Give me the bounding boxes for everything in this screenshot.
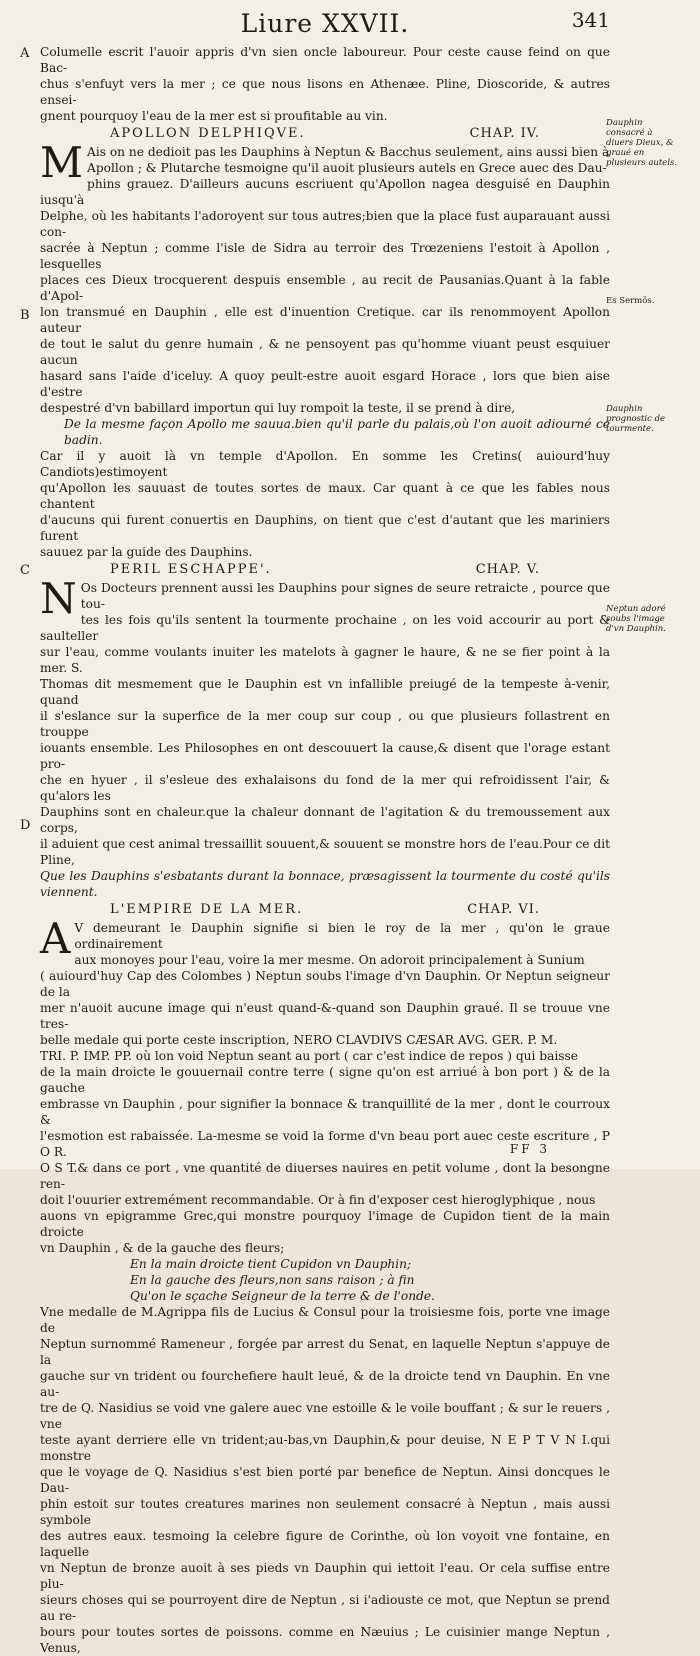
signature-mark: FF 3 [509,1142,550,1156]
text-line: vn Neptun de bronze auoit à ses pieds vn Dauphin qui iettoit l'eau. Or cela suffise entre plu- [40,1561,610,1591]
quoted-verse: De la mesme façon Apollo me sauua.bien qu'il parle du palais,où l'on auoit adiourné ce badin. [64,417,610,447]
text-line: doit l'ouurier extremément recommandable. Or à fin d'exposer cest hieroglyphique , nous [40,1193,596,1207]
margin-note-sermons: Es Sermōs. [606,296,655,306]
side-letter-b: B [20,308,30,323]
text-line: de la main droicte le gouuernail contre terre ( signe qu'on est arriué à bon port ) & de la gauche [40,1065,610,1095]
text-line: belle medale qui porte ceste inscription, NERO CLAVDIVS CÆSAR AVG. GER. P. M. [40,1033,558,1047]
text-line: hasard sans l'aide d'iceluy. A quoy peult-estre auoit esgard Horace , lors que bien aise d'estre [40,369,610,399]
chapter-4 [40,125,610,560]
text-line: Apollon ; & Plutarche tesmoigne qu'il auoit plusieurs autels en Grece auec des Dau- [87,161,607,175]
side-letter-d: D [20,818,31,833]
quoted-sentence: Que les Dauphins s'esbatants durant la bonnace, præsagissent la tourmente du costé qu'ils viennent. [40,869,610,899]
text-line: sauuez par la guide des Dauphins. [40,545,253,559]
text-line: Os Docteurs prennent aussi les Dauphins pour signes de seure retraicte , pource que tou- [80,581,610,611]
text-line: Vne medalle de M.Agrippa fils de Lucius & Consul pour la troisiesme fois, porte vne image de [40,1305,610,1335]
margin-note-neptune: Neptun adoré soubs l'image d'vn Dauphin. [606,604,666,634]
text-line: Neptun surnommé Rameneur , forgée par arrest du Senat, en laquelle Neptun s'appuye de la [40,1337,610,1367]
chapter-number: CHAP. V. [475,562,540,577]
chapter-heading [40,901,610,919]
text-line: gauche sur vn trident ou fourchefiere hault leué, & de la droicte tend vn Dauphin. En vne au- [40,1369,610,1399]
side-letter-c: C [20,563,30,578]
text-line: tre de Q. Nasidius se void vne galere auec vne estoille & le voile bouffant ; & sur le reuers , vne [40,1401,610,1431]
chapter-6 [40,901,610,1656]
text-line: sur l'eau, comme voulants inuiter les matelots à gagner le haure, & ne se fier point à la mer. S. [40,645,610,675]
margin-note-storm-omen: Dauphin prognostic de tourmente. [606,404,666,434]
drop-cap: A [40,914,71,963]
verse-line: En la main droicte tient Cupidon vn Dauphin; [130,1257,412,1271]
text-line: que le voyage de Q. Nasidius s'est bien porté par benefice de Neptun. Ainsi doncques le Dau- [40,1465,610,1495]
text-line: d'aucuns qui furent conuertis en Dauphins, on tient que c'est d'autant que les mariniers furent [40,513,610,543]
intro-paragraph [40,44,610,124]
chapter-number: CHAP. IV. [469,126,540,141]
text-line: embrasse vn Dauphin , pour signifier la bonnace & tranquillité de la mer , dont le courroux & [40,1097,610,1127]
text-line: bours pour toutes sortes de poissons. comme en Næuius ; Le cuisinier mange Neptun , Venus, [40,1625,610,1655]
text-line: sacrée à Neptun ; comme l'isle de Sidra au terroir des Trœzeniens l'estoit à Apollon , lesquelles [40,241,610,271]
text-line: phins grauez. D'ailleurs aucuns escriuent qu'Apollon nagea desguisé en Dauphin iusqu'à [40,177,610,207]
text-line: iouants ensemble. Les Philosophes en ont descouuert la cause,& disent que l'orage estant pro- [40,741,610,771]
text-line: Columelle escrit l'auoir appris d'vn sien oncle laboureur. Pour ceste cause feind on que Bac- [40,45,610,75]
text-line: il aduient que cest animal tressaillit souuent,& souuent se monstre hors de l'eau.Pour ce dit Pline, [40,837,610,867]
verse-line: Qu'on le sçache Seigneur de la terre & de l'onde. [130,1289,435,1303]
text-line: il s'eslance sur la superfice de la mer coup sur coup , ou que plusieurs follastrent en trouppe [40,709,610,739]
text-line: Thomas dit mesmement que le Dauphin est vn infallible preiugé de la tempeste à-venir, quand [40,677,610,707]
side-letter-a: A [20,46,30,61]
text-line: despestré d'vn babillard importun qui luy rompoit la teste, il se prend à dire, [40,401,516,415]
text-line: l'esmotion est rabaissée. La-mesme se void la forme d'vn beau port auec ceste escriture , P O R. [40,1129,610,1159]
text-line: aux monoyes pour l'eau, voire la mer mesme. On adoroit principalement à Sunium [74,953,585,967]
text-line: chus s'enfuyt vers la mer ; ce que nous lisons en Athenæe. Pline, Dioscoride, & autres ensei- [40,77,610,107]
text-line: mer n'auoit aucune image qui n'eust quand-&-quand son Dauphin graué. Il se trouue vne tres- [40,1001,610,1031]
chapter-heading [40,125,610,143]
text-line: tes les fois qu'ils sentent la tourmente prochaine , on les void accourir au port & saulteller [40,613,610,643]
text-line: vn Dauphin , & de la gauche des fleurs; [40,1241,285,1255]
text-line: places ces Dieux trocquerent despuis ensemble , au recit de Pausanias.Quant à la fable d'Apol- [40,273,610,303]
page-header [40,4,610,44]
drop-cap: M [40,138,84,187]
text-line: lon transmué en Dauphin , elle est d'inuention Cretique. car ils renommoyent Apollon auteur [40,305,610,335]
chapter-5 [40,561,610,900]
margin-note-dolphin-gods: Dauphin consacré à diuers Dieux, & graué en plusieurs autels. [606,118,678,168]
text-line: auons vn epigramme Grec,qui monstre pourquoy l'image de Cupidon tient de la main droicte [40,1209,610,1239]
text-line: Ais on ne dedioit pas les Dauphins à Neptun & Bacchus seulement, ains aussi bien à [87,145,610,159]
text-line: de tout le salut du genre humain , & ne pensoyent pas qu'homme viuant peust esquiuer aucun [40,337,610,367]
verse-line: En la gauche des fleurs,non sans raison ; à fin [130,1273,415,1287]
text-line: phin estoit sur toutes creatures marines non seulement consacré à Neptun , mais aussi symbole [40,1497,610,1527]
text-line: teste ayant derriere elle vn trident;au-bas,vn Dauphin,& pour deuise, N E P T V N I.qui monstre [40,1433,610,1463]
chapter-heading [40,561,610,579]
page-number: 341 [571,8,610,32]
text-line: che en hyuer , il s'esleue des exhalaisons du fond de la mer qui refroidissent l'air, & qu'alors les [40,773,610,803]
text-line: des autres eaux. tesmoing la celebre figure de Corinthe, où lon voyoit vne fontaine, en laquelle [40,1529,610,1559]
text-line: V demeurant le Dauphin signifie si bien le roy de la mer , qu'on le graue ordinairement [74,921,610,951]
text-line: Delphe, où les habitants l'adoroyent sur tous autres;bien que la place fust auparauant aussi con- [40,209,610,239]
running-title: Liure XXVII. [240,9,410,38]
text-line: Car il y auoit là vn temple d'Apollon. En somme les Cretins( auiourd'huy Candiots)estimoyent [40,449,610,479]
text-line: gnent pourquoy l'eau de la mer est si proufitable au vin. [40,109,388,123]
chapter-number: CHAP. VI. [467,902,540,917]
chapter-title: PERIL ESCHAPPE'. [110,562,272,577]
chapter-title: L'EMPIRE DE LA MER. [110,902,304,917]
text-line: O S T.& dans ce port , vne quantité de diuerses nauires en petit volume , dont la besongne ren- [40,1161,610,1191]
text-line: ( auiourd'huy Cap des Colombes ) Neptun soubs l'image d'vn Dauphin. Or Neptun seigneur de la [40,969,610,999]
text-line: Dauphins sont en chaleur.que la chaleur donnant de l'agitation & du tremoussement aux corps, [40,805,610,835]
chapter-title: APOLLON DELPHIQVE. [110,126,306,141]
text-line: sieurs choses qui se pourroyent dire de Neptun , si i'adiouste ce mot, que Neptun se prend au re- [40,1593,610,1623]
text-line: TRI. P. IMP. PP. où lon void Neptun seant au port ( car c'est indice de repos ) qui baisse [40,1049,578,1063]
text-line: qu'Apollon les sauuast de toutes sortes de maux. Car quant à ce que les fables nous chantent [40,481,610,511]
drop-cap: N [40,574,77,623]
